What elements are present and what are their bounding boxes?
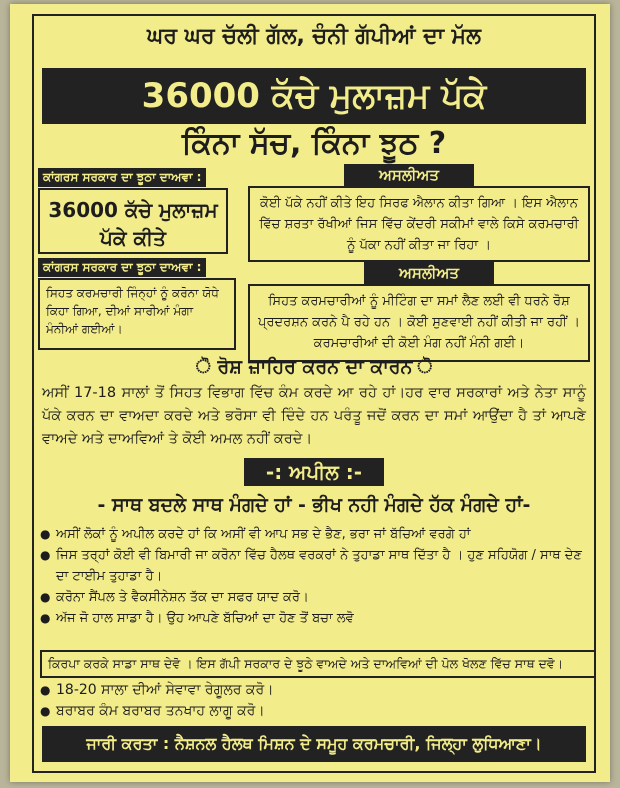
appeal-box: ਕਿਰਪਾ ਕਰਕੇ ਸਾਡਾ ਸਾਥ ਦੇਵੋ । ਇਸ ਗੱਪੀ ਸਰਕਾਰ ਦੇ ਝੂਠੇ ਵਾਅਦੇ ਅਤੇ ਦਾਅਵਿਆਂ ਦੀ ਪੋਲ ਖੋਲਣ ਵਿੱਚ ਸਾਥ ਦਵੋ।	[40, 650, 596, 678]
list-item: ● ਬਰਾਬਰ ਕੰਮ ਬਰਾਬਰ ਤਨਖਾਹ ਲਾਗੂ ਕਰੋ।	[40, 701, 590, 722]
subtitle: ਕਿੰਨਾ ਸੱਚ, ਕਿੰਨਾ ਝੂਠ ?	[181, 126, 447, 161]
pamphlet-sheet	[10, 4, 610, 782]
headline-banner: 36000 ਕੱਚੇ ਮੁਲਾਜ਼ਮ ਪੱਕੇ	[42, 68, 586, 124]
tagline: ਘਰ ਘਰ ਚੱਲੀ ਗੱਲ, ਚੰਨੀ ਗੱਪੀਆਂ ਦਾ ਮੱਲ	[146, 24, 482, 49]
claim-text-2: ਸਿਹਤ ਕਰਮਚਾਰੀ ਜਿੰਨ੍ਹਾਂ ਨੂੰ ਕਰੋਨਾ ਯੋਧੇ ਕਿਹਾ ਗਿਆ, ਦੀਆਂ ਸਾਰੀਆਂ ਮੰਗਾ ਮੰਨੀਆਂ ਗਈਆਂ।	[38, 278, 236, 350]
truth-label-2: ਅਸਲੀਅਤ	[364, 262, 494, 284]
appeal-points	[40, 524, 590, 629]
truth-label-1: ਅਸਲੀਅਤ	[344, 164, 474, 186]
list-item: ● 18-20 ਸਾਲਾ ਦੀਆਂ ਸੇਵਾਵਾ ਰੇਗੂਲਰ ਕਰੋ।	[40, 680, 590, 701]
claim-label-1: ਕਾਂਗਰਸ ਸਰਕਾਰ ਦਾ ਝੂਠਾ ਦਾਅਵਾ :	[38, 168, 206, 187]
claim-label-2: ਕਾਂਗਰਸ ਸਰਕਾਰ ਦਾ ਝੂਠਾ ਦਾਅਵਾ :	[38, 258, 206, 277]
list-item: ● ਕਰੋਨਾ ਸੈਂਪਲ ਤੇ ਵੈਕਸੀਨੇਸ਼ਨ ਤੱਕ ਦਾ ਸਫਰ ਯਾਦ ਕਰੋ।	[40, 587, 590, 608]
issuer-banner: ਜਾਰੀ ਕਰਤਾ : ਨੈਸ਼ਨਲ ਹੈਲਥ ਮਿਸ਼ਨ ਦੇ ਸਮੂਹ ਕਰਮਚਾਰੀ, ਜਿਲ੍ਹਾ ਲੁਧਿਆਣਾ।	[42, 726, 586, 762]
reason-title: ੋ ਰੋਸ਼ ਜ਼ਾਹਿਰ ਕਰਨ ਦਾ ਕਾਰਨ ੋ	[195, 356, 433, 378]
appeal-slogan: - ਸਾਥ ਬਦਲੇ ਸਾਥ ਮੰਗਦੇ ਹਾਂ - ਭੀਖ ਨਹੀ ਮੰਗਦੇ ਹੱਕ ਮੰਗਦੇ ਹਾਂ-	[97, 494, 531, 516]
claim-text-1: 36000 ਕੱਚੇ ਮੁਲਾਜ਼ਮ ਪੱਕੇ ਕੀਤੇ	[38, 188, 228, 254]
list-item: ● ਅੱਜ ਜੋ ਹਾਲ ਸਾਡਾ ਹੈ। ਉਹ ਆਪਣੇ ਬੱਚਿਆਂ ਦਾ ਹੋਣ ਤੋਂ ਬਚਾ ਲਵੋ	[40, 608, 590, 629]
appeal-heading: -: ਅਪੀਲ :-	[244, 458, 384, 486]
truth-text-1: ਕੋਈ ਪੱਕੇ ਨਹੀਂ ਕੀਤੇ ਇਹ ਸਿਰਫ ਐਲਾਨ ਕੀਤਾ ਗਿਆ । ਇਸ ਐਲਾਨ ਵਿੱਚ ਸ਼ਰਤਾ ਰੱਖੀਆਂ ਜਿਸ ਵਿੱਚ ਕੇਂਦਰੀ ਸਕੀਮਾਂ ਵਾਲੇ ਕਿਸੇ ਕਰਮਚਾਰੀ ਨੂੰ ਪੱਕਾ ਨਹੀਂ ਕੀਤਾ ਜਾ ਰਿਹਾ ।	[248, 186, 590, 262]
list-item: ● ਜਿਸ ਤਰ੍ਹਾਂ ਕੋਈ ਵੀ ਬਿਮਾਰੀ ਜਾ ਕਰੋਨਾ ਵਿੱਚ ਹੈਲਥ ਵਰਕਰਾਂ ਨੇ ਤੁਹਾਡਾ ਸਾਥ ਦਿੱਤਾ ਹੈ । ਹੁਣ ਸਹਿਯੋਗ / ਸਾਥ ਦੇਣ ਦਾ ਟਾਈਮ ਤੁਹਾਡਾ ਹੈ।	[40, 545, 590, 587]
reason-text: ਅਸੀਂ 17-18 ਸਾਲਾਂ ਤੋਂ ਸਿਹਤ ਵਿਭਾਗ ਵਿੱਚ ਕੰਮ ਕਰਦੇ ਆ ਰਹੇ ਹਾਂ।ਹਰ ਵਾਰ ਸਰਕਾਰਾਂ ਅਤੇ ਨੇਤਾ ਸਾਨੂੰ ਪੱਕੇ ਕਰਨ ਦਾ ਵਾਅਦਾ ਕਰਦੇ ਅਤੇ ਭਰੋਸਾ ਵੀ ਦਿੰਦੇ ਹਨ ਪਰੰਤੂ ਜਦੋਂ ਕਰਨ ਦਾ ਸਮਾਂ ਆਉਂਦਾ ਹੈ ਤਾਂ ਆਪਣੇ ਵਾਅਦੇ ਅਤੇ ਦਾਅਵਿਆਂ ਤੇ ਕੋਈ ਅਮਲ ਨਹੀਂ ਕਰਦੇ।	[42, 385, 586, 447]
list-item: ● ਅਸੀਂ ਲੋਕਾਂ ਨੂੰ ਅਪੀਲ ਕਰਦੇ ਹਾਂ ਕਿ ਅਸੀਂ ਵੀ ਆਪ ਸਭ ਦੇ ਭੈਣ, ਭਰਾ ਜਾਂ ਬੱਚਿਆਂ ਵਰਗੇ ਹਾਂ	[40, 524, 590, 545]
demand-points	[40, 680, 590, 722]
truth-text-2: ਸਿਹਤ ਕਰਮਚਾਰੀਆਂ ਨੂੰ ਮੀਟਿੰਗ ਦਾ ਸਮਾਂ ਲੈਣ ਲਈ ਵੀ ਧਰਨੇ ਰੋਸ਼ ਪ੍ਰਦਰਸ਼ਨ ਕਰਨੇ ਪੈ ਰਹੇ ਹਨ । ਕੋਈ ਸੁਣਵਾਈ ਨਹੀਂ ਕੀਤੀ ਜਾ ਰਹੀਂ । ਕਰਮਚਾਰੀਆਂ ਦੀ ਕੋਈ ਮੰਗ ਨਹੀਂ ਮੰਨੀ ਗਈ।	[248, 284, 590, 362]
pamphlet-frame	[32, 14, 596, 773]
